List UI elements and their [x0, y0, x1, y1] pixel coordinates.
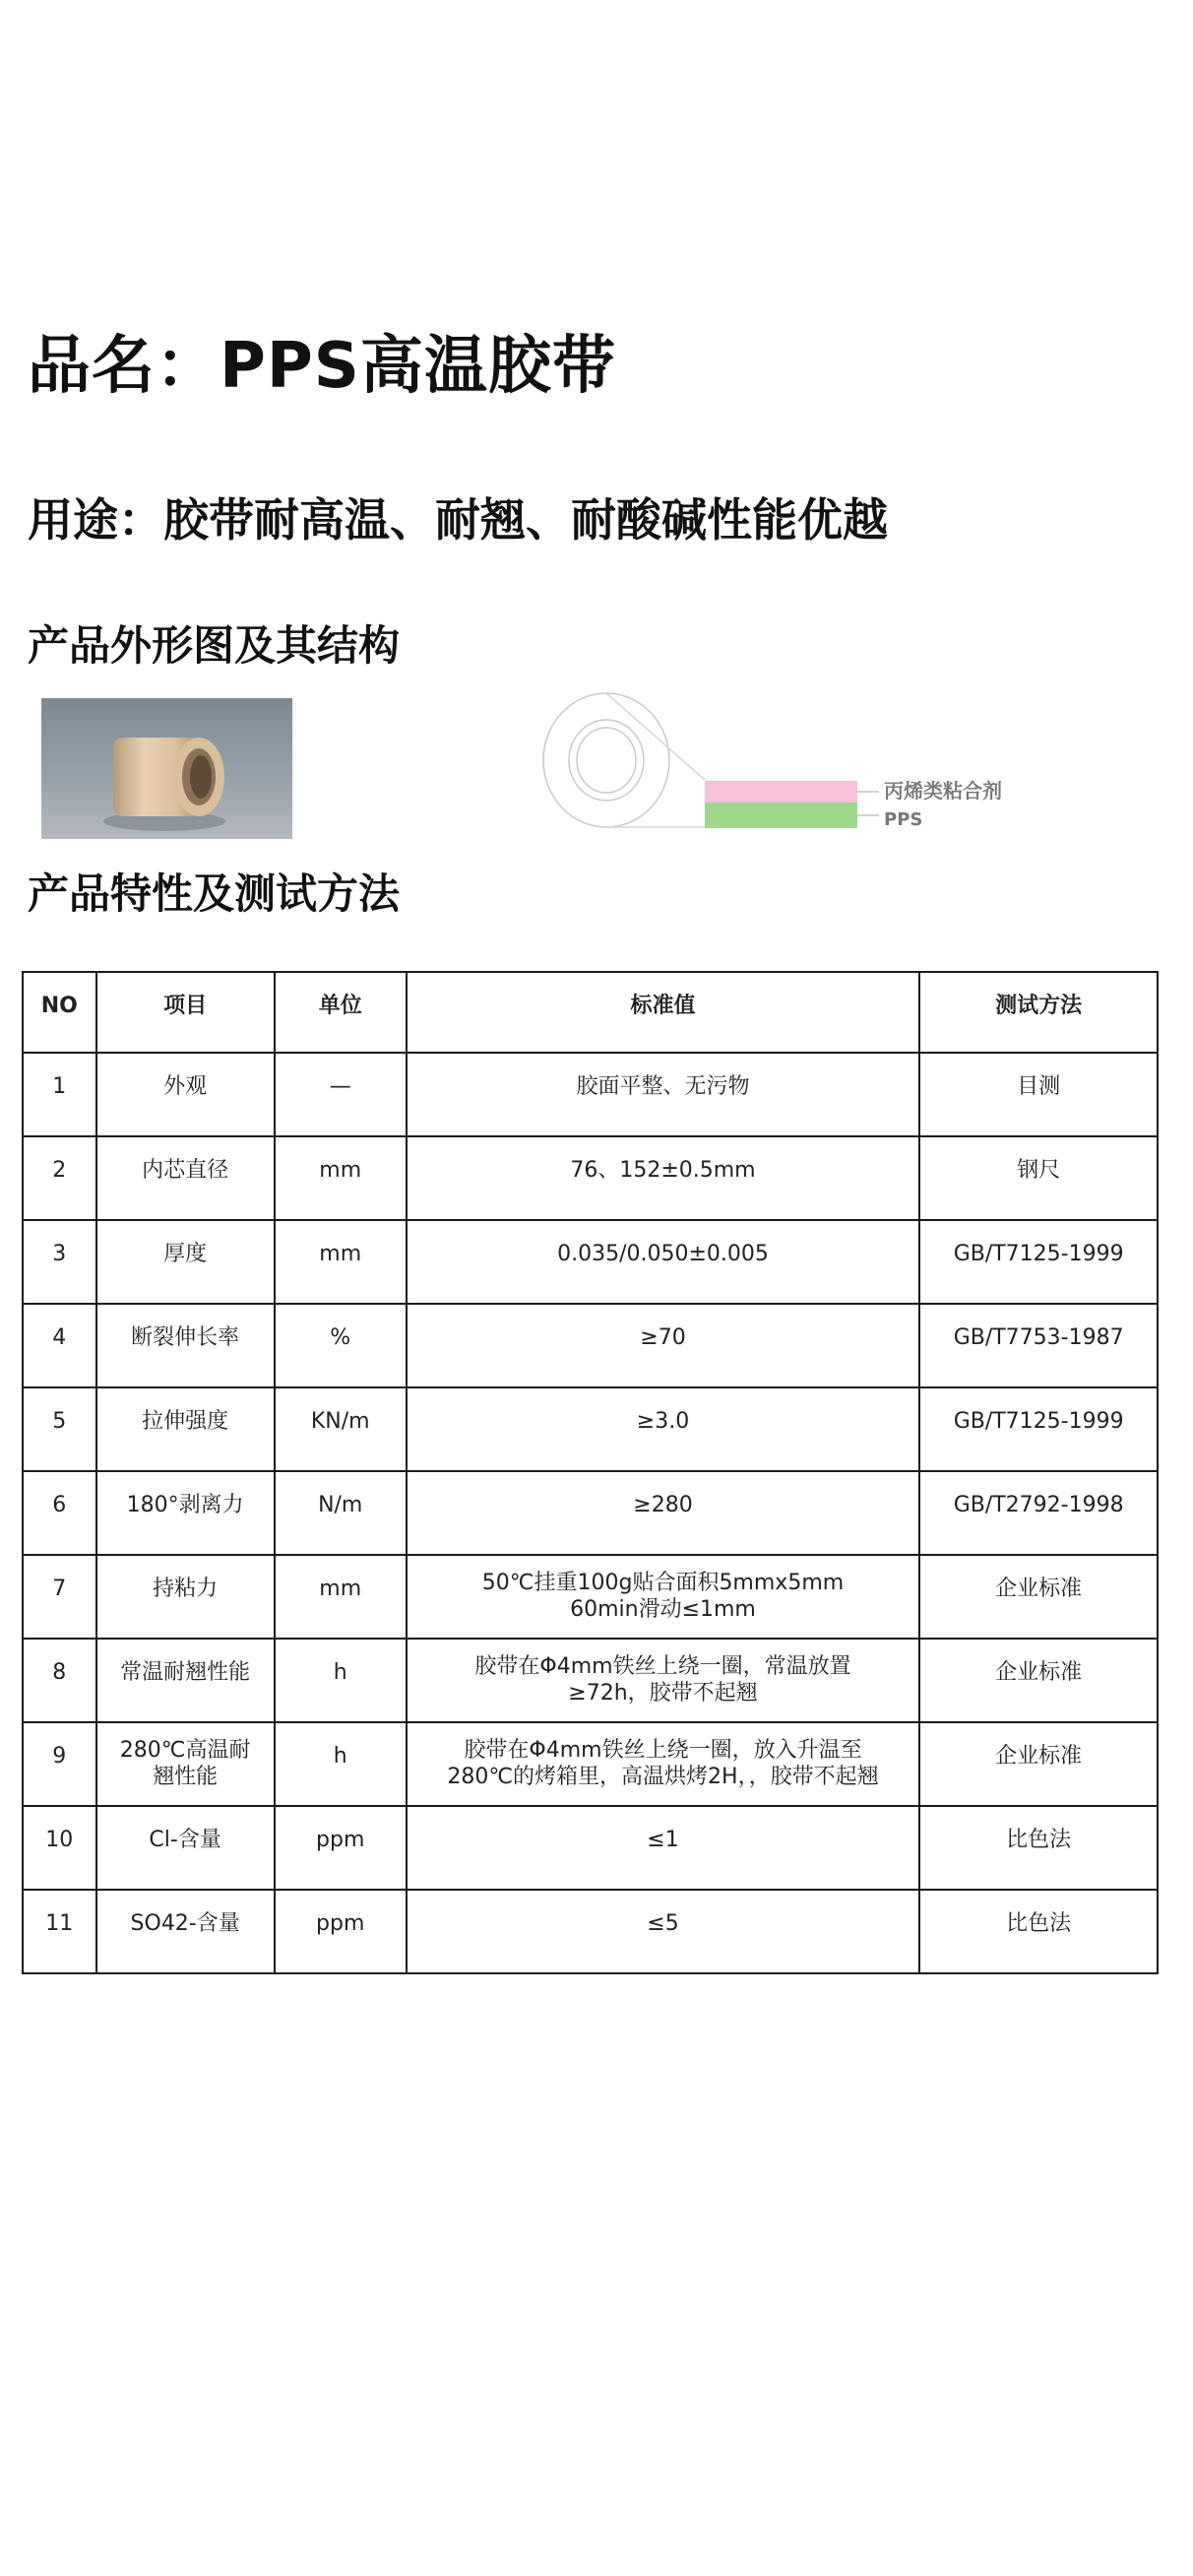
standard-line-2: 280℃的烤箱里，高温烘烤2H，，胶带不起翘: [447, 1765, 879, 1789]
table-row: [23, 1722, 1158, 1806]
header-item: 项目: [96, 972, 275, 1053]
properties-table: [22, 971, 1159, 1974]
cell-no: 11: [23, 1890, 96, 1973]
cell-unit: h: [275, 1639, 407, 1722]
cell-item: [96, 1722, 275, 1806]
adhesive-layer-label: 丙烯类粘合剂: [884, 779, 1002, 803]
cell-item: 内芯直径: [96, 1136, 275, 1220]
table-row: [23, 1136, 1158, 1220]
roll-outline-icon: [543, 693, 705, 827]
cell-test-method: 钢尺: [919, 1136, 1158, 1220]
pps-layer: [705, 803, 857, 828]
standard-line-2: 60min滑动≤1mm: [570, 1597, 756, 1622]
cell-item: 断裂伸长率: [96, 1304, 275, 1387]
cell-unit: %: [275, 1304, 407, 1387]
standard-line-1: 胶带在Φ4mm铁丝上绕一圈，放入升温至: [464, 1738, 862, 1763]
standard-line-1: 50℃挂重100g贴合面积5mmx5mm: [481, 1571, 845, 1595]
cell-item: 拉伸强度: [96, 1387, 275, 1471]
standard-line-1: 胶带在Φ4mm铁丝上绕一圈，常温放置: [474, 1654, 851, 1679]
cell-standard: ≥3.0: [407, 1387, 920, 1471]
cell-unit: N/m: [275, 1471, 407, 1555]
table-row: [23, 1387, 1158, 1471]
table-row: [23, 1555, 1158, 1639]
cell-standard: [407, 1639, 920, 1722]
section-appearance-heading: 产品外形图及其结构: [28, 621, 401, 670]
usage-line: 用途：胶带耐高温、耐翘、耐酸碱性能优越: [28, 493, 888, 547]
cell-no: 7: [23, 1555, 96, 1639]
cell-standard: 胶面平整、无污物: [407, 1053, 920, 1136]
cell-unit: ppm: [275, 1806, 407, 1890]
cell-unit: mm: [275, 1136, 407, 1220]
cell-no: 6: [23, 1471, 96, 1555]
cell-item: Cl-含量: [96, 1806, 275, 1890]
cell-item: 常温耐翘性能: [96, 1639, 275, 1722]
cell-test-method: 企业标准: [919, 1722, 1158, 1806]
cell-item: SO42-含量: [96, 1890, 275, 1973]
cell-unit: ppm: [275, 1890, 407, 1973]
page-title: 品名：PPS高温胶带: [28, 330, 616, 403]
cell-unit: h: [275, 1722, 407, 1806]
cell-unit: mm: [275, 1555, 407, 1639]
cell-no: 1: [23, 1053, 96, 1136]
cell-item: 外观: [96, 1053, 275, 1136]
table-header-row: [23, 972, 1158, 1053]
cell-standard: [407, 1555, 920, 1639]
adhesive-layer: [705, 781, 857, 803]
cell-test-method: GB/T7125-1999: [919, 1387, 1158, 1471]
cell-no: 4: [23, 1304, 96, 1387]
cell-standard: ≥280: [407, 1471, 920, 1555]
cell-test-method: 企业标准: [919, 1639, 1158, 1722]
cell-item: 持粘力: [96, 1555, 275, 1639]
pps-layer-label: PPS: [884, 809, 923, 830]
header-test-method: 测试方法: [919, 972, 1158, 1053]
cell-standard: [407, 1722, 920, 1806]
table-row: [23, 1304, 1158, 1387]
item-line-2: 翘性能: [153, 1765, 219, 1789]
header-unit: 单位: [275, 972, 407, 1053]
table-row: [23, 1639, 1158, 1722]
cell-test-method: GB/T7753-1987: [919, 1304, 1158, 1387]
cell-test-method: 比色法: [919, 1806, 1158, 1890]
cell-test-method: GB/T7125-1999: [919, 1220, 1158, 1304]
item-line-1: 280℃高温耐: [119, 1738, 251, 1763]
tape-roll-photo: [41, 698, 292, 839]
cell-no: 8: [23, 1639, 96, 1722]
table-row: [23, 1890, 1158, 1973]
standard-line-2: ≥72h，胶带不起翘: [568, 1681, 758, 1706]
table-row: [23, 1806, 1158, 1890]
header-no: NO: [23, 972, 96, 1053]
cell-test-method: 比色法: [919, 1890, 1158, 1973]
table-row: [23, 1220, 1158, 1304]
cell-item: 180°剥离力: [96, 1471, 275, 1555]
table-row: [23, 1053, 1158, 1136]
cell-no: 10: [23, 1806, 96, 1890]
table-row: [23, 1471, 1158, 1555]
cell-test-method: 企业标准: [919, 1555, 1158, 1639]
cell-unit: mm: [275, 1220, 407, 1304]
cell-item: 厚度: [96, 1220, 275, 1304]
cell-no: 3: [23, 1220, 96, 1304]
section-properties-heading: 产品特性及测试方法: [28, 869, 401, 918]
cell-standard: 0.035/0.050±0.005: [407, 1220, 920, 1304]
cell-standard: 76、152±0.5mm: [407, 1136, 920, 1220]
cell-test-method: 目测: [919, 1053, 1158, 1136]
cell-unit: KN/m: [275, 1387, 407, 1471]
cell-standard: ≤1: [407, 1806, 920, 1890]
cell-standard: ≤5: [407, 1890, 920, 1973]
header-standard: 标准值: [407, 972, 920, 1053]
cell-no: 2: [23, 1136, 96, 1220]
cell-standard: ≥70: [407, 1304, 920, 1387]
cell-no: 9: [23, 1722, 96, 1806]
tape-structure-diagram: [539, 689, 1051, 837]
cell-test-method: GB/T2792-1998: [919, 1471, 1158, 1555]
cell-no: 5: [23, 1387, 96, 1471]
cell-unit: —: [275, 1053, 407, 1136]
